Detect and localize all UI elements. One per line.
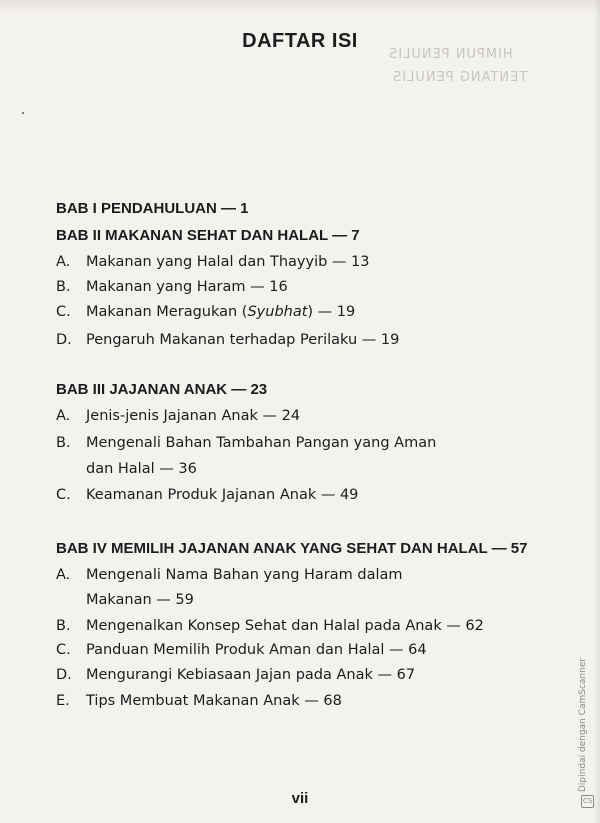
toc-item: [56, 253, 370, 271]
watermark-text: Dipindai dengan CamScanner: [578, 657, 588, 792]
toc-item: [56, 434, 436, 452]
item-text-italic: Syubhat: [247, 304, 308, 320]
chapter-heading: BAB IV MEMILIH JAJANAN ANAK YANG SEHAT DAN HALAL — 57: [56, 540, 528, 557]
item-letter: A.: [56, 408, 71, 424]
toc-item: [56, 331, 399, 349]
bleed-through-text: TENTANG PENULIS: [392, 70, 528, 85]
item-text: Mengurangi Kebiasaan Jajan pada Anak — 67: [86, 667, 416, 683]
bleed-through-text: HIMPUN PENULIS: [388, 47, 513, 62]
scan-speck: [22, 112, 24, 114]
chapter-heading: BAB III JAJANAN ANAK — 23: [56, 381, 268, 398]
toc-item-continuation: dan Halal — 36: [86, 461, 197, 477]
page-title: DAFTAR ISI: [242, 30, 358, 52]
toc-item: [56, 486, 358, 504]
toc-item: [56, 692, 342, 710]
page-number: vii: [291, 790, 309, 807]
item-letter: D.: [56, 332, 72, 348]
toc-item: [56, 407, 300, 425]
item-letter: A.: [56, 254, 71, 270]
item-letter: B.: [56, 435, 71, 451]
item-letter: B.: [56, 279, 71, 295]
chapter-heading: BAB I PENDAHULUAN — 1: [56, 200, 249, 217]
scan-right-edge-shadow: [594, 0, 600, 823]
chapter-heading: BAB II MAKANAN SEHAT DAN HALAL — 7: [56, 227, 360, 244]
scan-top-shadow: [0, 0, 600, 14]
toc-item: [56, 566, 403, 584]
item-letter: D.: [56, 667, 72, 683]
item-text: Mengenalkan Konsep Sehat dan Halal pada Anak — 62: [86, 618, 484, 634]
toc-item-continuation: Makanan — 59: [86, 592, 194, 608]
item-letter: E.: [56, 693, 70, 709]
item-text: Tips Membuat Makanan Anak — 68: [86, 693, 342, 709]
item-text: Mengenali Bahan Tambahan Pangan yang Aman: [86, 435, 437, 451]
item-text: Mengenali Nama Bahan yang Haram dalam: [86, 567, 403, 583]
toc-item: [56, 278, 288, 296]
item-letter: C.: [56, 304, 71, 320]
toc-item: [56, 303, 355, 321]
toc-item: [56, 666, 415, 684]
item-text-post: ) — 19: [307, 304, 356, 320]
toc-item: [56, 617, 484, 635]
item-text-pre: Makanan Meragukan (: [86, 304, 248, 320]
toc-item: [56, 641, 427, 659]
item-text: Makanan yang Halal dan Thayyib — 13: [86, 254, 370, 270]
item-letter: A.: [56, 567, 71, 583]
item-letter: B.: [56, 618, 71, 634]
item-text: Makanan yang Haram — 16: [86, 279, 288, 295]
item-text: Pengaruh Makanan terhadap Perilaku — 19: [86, 332, 400, 348]
item-text: Jenis-jenis Jajanan Anak — 24: [86, 408, 301, 424]
item-text: Keamanan Produk Jajanan Anak — 49: [86, 487, 359, 503]
item-text: Panduan Memilih Produk Aman dan Halal — 64: [86, 642, 427, 658]
camscanner-logo-icon: CS: [581, 795, 594, 808]
item-letter: C.: [56, 642, 71, 658]
item-letter: C.: [56, 487, 71, 503]
